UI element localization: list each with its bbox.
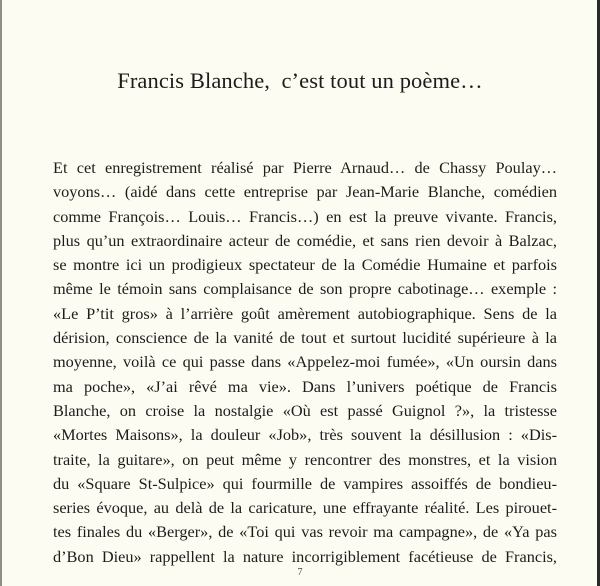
paragraph-line: d’Bon Dieu» rappellent la nature incorrigiblement facétieuse de Francis, [53,546,557,566]
body-paragraph [53,156,557,569]
paragraph-line: dérision, conscience de la vanité de tout et surtout lucidité supérieure à la [53,328,557,348]
paragraph-line: se montre ici un prodigieux spectateur de la Comédie Humaine et parfois [53,255,557,275]
paragraph-line: même le témoin sans complaisance de son propre cabotinage… exemple : [53,279,557,299]
paragraph-line: voyons… (aidé dans cette entreprise par Jean-Marie Blanche, comédien [53,182,557,202]
page-title: Francis Blanche, c’est tout un poème… [117,68,483,93]
paragraph-line: series évoque, au delà de la caricature, une effrayante réalité. Les pirouet- [53,498,557,518]
paragraph-line: tes finales du «Berger», de «Toi qui vas revoir ma campagne», de «Ya pas [53,522,557,542]
paragraph-line: «Mortes Maisons», la douleur «Job», très souvent la désillusion : «Dis- [53,425,557,445]
paragraph-line: ma poche», «J’ai rêvé ma vie». Dans l’univers poétique de Francis [53,376,557,396]
paragraph-line: Et cet enregistrement réalisé par Pierre Arnaud… de Chassy Poulay… [53,158,557,177]
paragraph-line: plus qu’un extraordinaire acteur de comédie, et sans rien devoir à Balzac, [53,230,557,250]
paragraph-line: «Le P’tit gros» à l’arrière goût amèrement autobiographique. Sens de la [53,303,557,323]
page-number: 7 [297,567,303,578]
paragraph-line: traite, la guitare», on peut même y rencontrer des monstres, et la vision [53,449,557,469]
paragraph-line: Blanche, on croise la nostalgie «Où est passé Guignol ?», la tristesse [53,400,557,420]
paragraph-line: moyenne, voilà ce qui passe dans «Appelez-moi fumée», «Un oursin dans [53,352,557,372]
paragraph-line: comme François… Louis… Francis…) en est la preuve vivante. Francis, [53,206,557,226]
paragraph-line: du «Square St-Sulpice» qui fourmille de vampires assoiffés de bondieu- [53,473,557,493]
